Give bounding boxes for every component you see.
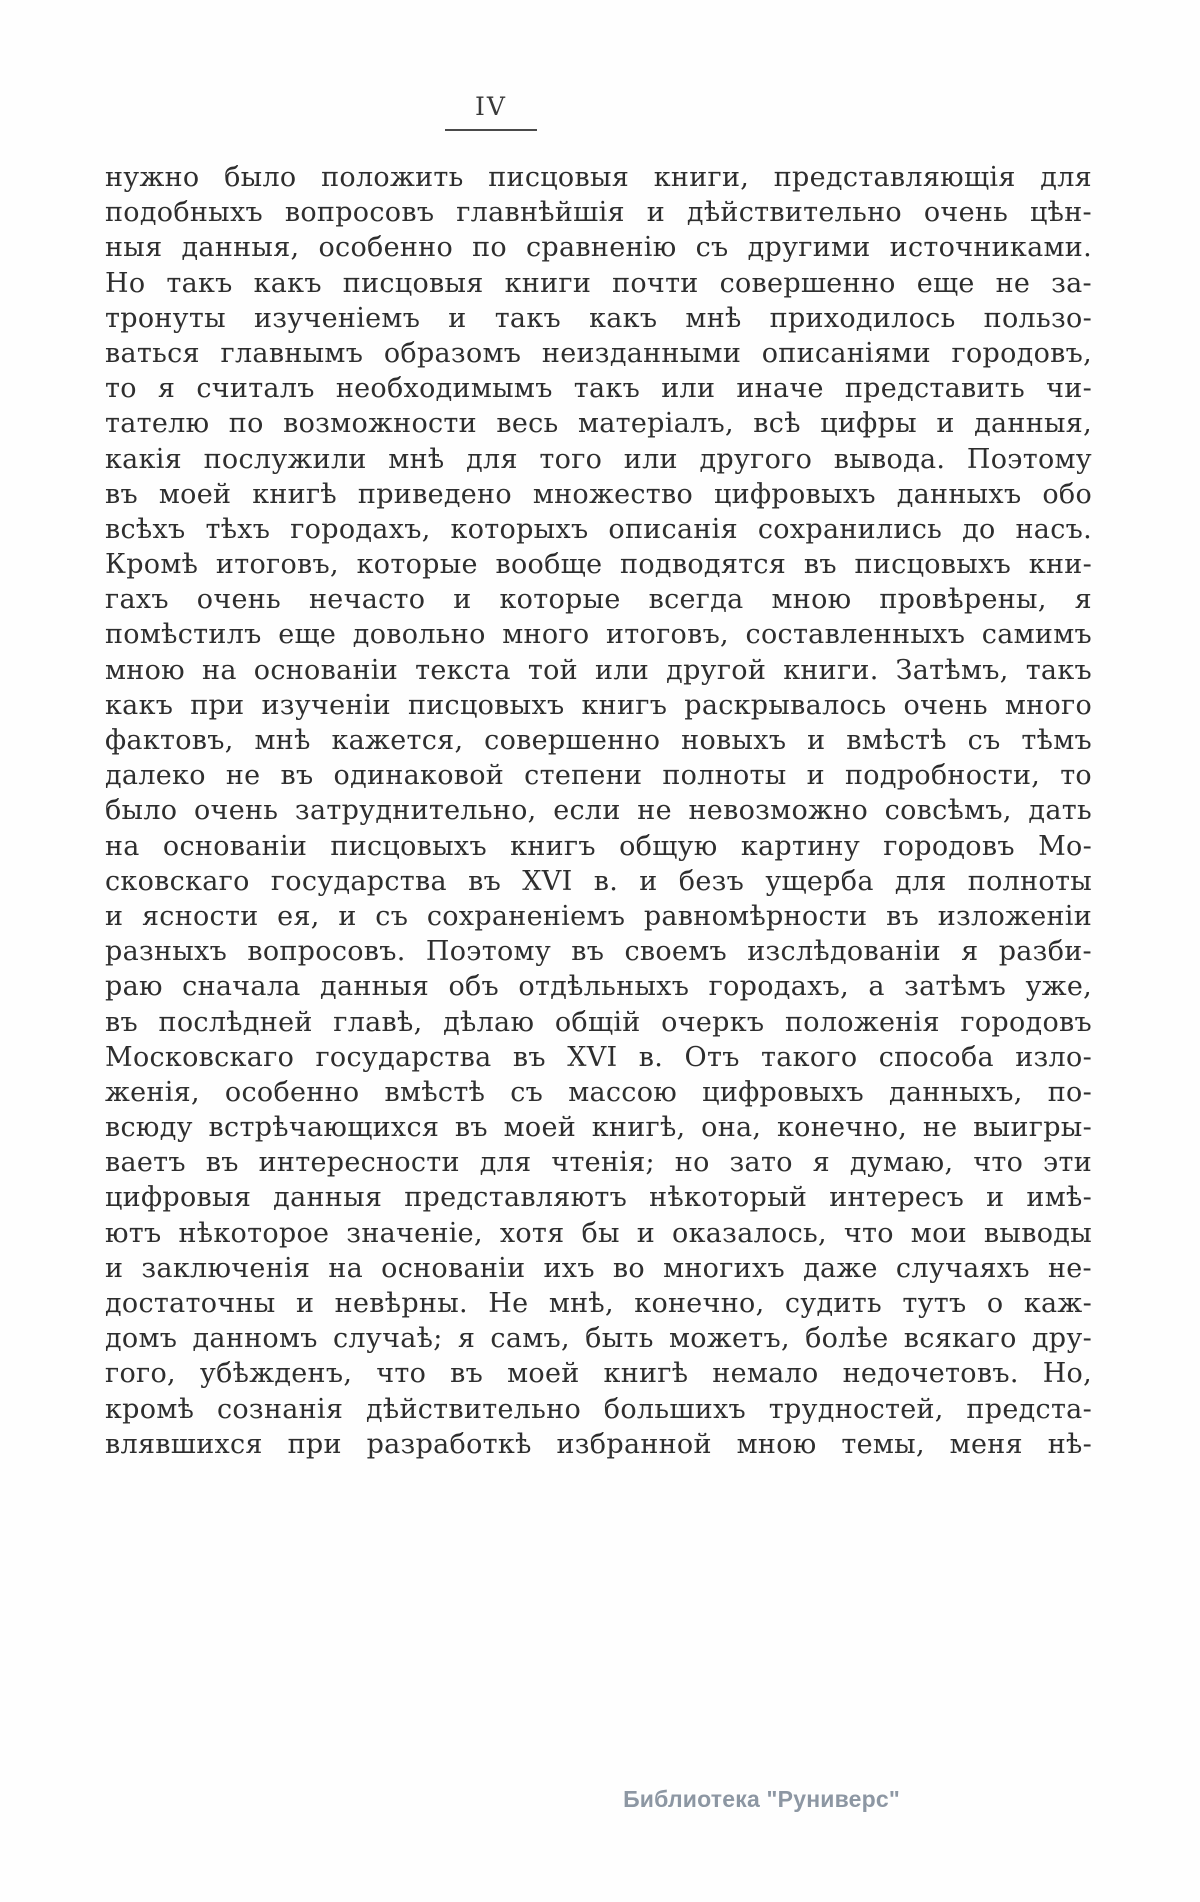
text-line: раю сначала данныя объ отдѣльныхъ городахъ, а затѣмъ уже, bbox=[105, 971, 1092, 1003]
text-line: сковскаго государства въ XVI в. и безъ ущерба для полноты bbox=[105, 865, 1092, 897]
text-line: далеко не въ одинаковой степени полноты и подробности, то bbox=[105, 760, 1092, 792]
text-line: мною на основаніи текста той или другой книги. Затѣмъ, такъ bbox=[105, 654, 1092, 686]
text-line: Но такъ какъ писцовыя книги почти совершенно еще не за- bbox=[105, 267, 1092, 299]
text-line: фактовъ, мнѣ кажется, совершенно новыхъ и вмѣстѣ съ тѣмъ bbox=[105, 725, 1092, 756]
text-line: цифровыя данныя представляютъ нѣкоторый интересъ и имѣ- bbox=[105, 1182, 1092, 1214]
text-line: то я считалъ необходимымъ такъ или иначе представить чи- bbox=[105, 373, 1092, 405]
text-line: нужно было положить писцовыя книги, представляющія для bbox=[105, 162, 1092, 193]
text-line: въ послѣдней главѣ, дѣлаю общій очеркъ положенія городовъ bbox=[105, 1006, 1092, 1038]
text-line: гого, убѣжденъ, что въ моей книгѣ немало недочетовъ. Но, bbox=[105, 1358, 1092, 1390]
text-line: тронуты изученіемъ и такъ какъ мнѣ приходилось пользо- bbox=[105, 302, 1092, 334]
text-line: тателю по возможности весь матеріалъ, всѣ цифры и данныя, bbox=[105, 408, 1092, 440]
page-number-rule bbox=[445, 129, 537, 131]
text-line: какъ при изученіи писцовыхъ книгъ раскрывалось очень много bbox=[105, 689, 1092, 721]
text-line: подобныхъ вопросовъ главнѣйшія и дѣйствительно очень цѣн- bbox=[105, 197, 1092, 229]
text-line: было очень затруднительно, если не невозможно совсѣмъ, дать bbox=[105, 795, 1092, 827]
text-line: какія послужили мнѣ для того или другого вывода. Поэтому bbox=[105, 443, 1092, 475]
text-line: всюду встрѣчающихся въ моей книгѣ, она, конечно, не выигры- bbox=[105, 1112, 1092, 1144]
page-header bbox=[443, 92, 539, 131]
page-text bbox=[105, 160, 1092, 1462]
text-line: всѣхъ тѣхъ городахъ, которыхъ описанія сохранились до насъ. bbox=[105, 513, 1092, 545]
text-line: Московскаго государства въ XVI в. Отъ такого способа изло- bbox=[105, 1041, 1092, 1073]
text-line: въ моей книгѣ приведено множество цифровыхъ данныхъ обо bbox=[105, 478, 1092, 510]
text-line: на основаніи писцовыхъ книгъ общую картину городовъ Мо- bbox=[105, 830, 1092, 862]
library-watermark: Библиотека "Руниверс" bbox=[623, 1786, 900, 1812]
text-line: гахъ очень нечасто и которые всегда мною провѣрены, я bbox=[105, 584, 1092, 616]
text-line: достаточны и невѣрны. Не мнѣ, конечно, судить тутъ о каж- bbox=[105, 1288, 1092, 1319]
text-line: женія, особенно вмѣстѣ съ массою цифровыхъ данныхъ, по- bbox=[105, 1076, 1092, 1108]
text-line: разныхъ вопросовъ. Поэтому въ своемъ изслѣдованіи я разби- bbox=[105, 936, 1092, 968]
text-line: и ясности ея, и съ сохраненіемъ равномѣрности въ изложеніи bbox=[105, 900, 1092, 932]
text-line: домъ данномъ случаѣ; я самъ, быть можетъ, болѣе всякаго дру- bbox=[105, 1323, 1092, 1355]
text-line: ваться главнымъ образомъ неизданными описаніями городовъ, bbox=[105, 337, 1092, 369]
text-line: ютъ нѣкоторое значеніе, хотя бы и оказалось, что мои выводы bbox=[105, 1217, 1092, 1249]
text-line: кромѣ сознанія дѣйствительно большихъ трудностей, предста- bbox=[105, 1393, 1092, 1425]
text-line: помѣстилъ еще довольно много итоговъ, составленныхъ самимъ bbox=[105, 619, 1092, 651]
page-number: IV bbox=[475, 92, 507, 121]
text-line: ваетъ въ интересности для чтенія; но зато я думаю, что эти bbox=[105, 1147, 1092, 1179]
text-line: влявшихся при разработкѣ избранной мною темы, меня нѣ- bbox=[105, 1428, 1092, 1460]
text-line: и заключенія на основаніи ихъ во многихъ даже случаяхъ не- bbox=[105, 1252, 1092, 1284]
text-line: Кромѣ итоговъ, которые вообще подводятся въ писцовыхъ кни- bbox=[105, 549, 1092, 581]
text-line: ныя данныя, особенно по сравненію съ другими источниками. bbox=[105, 232, 1092, 264]
